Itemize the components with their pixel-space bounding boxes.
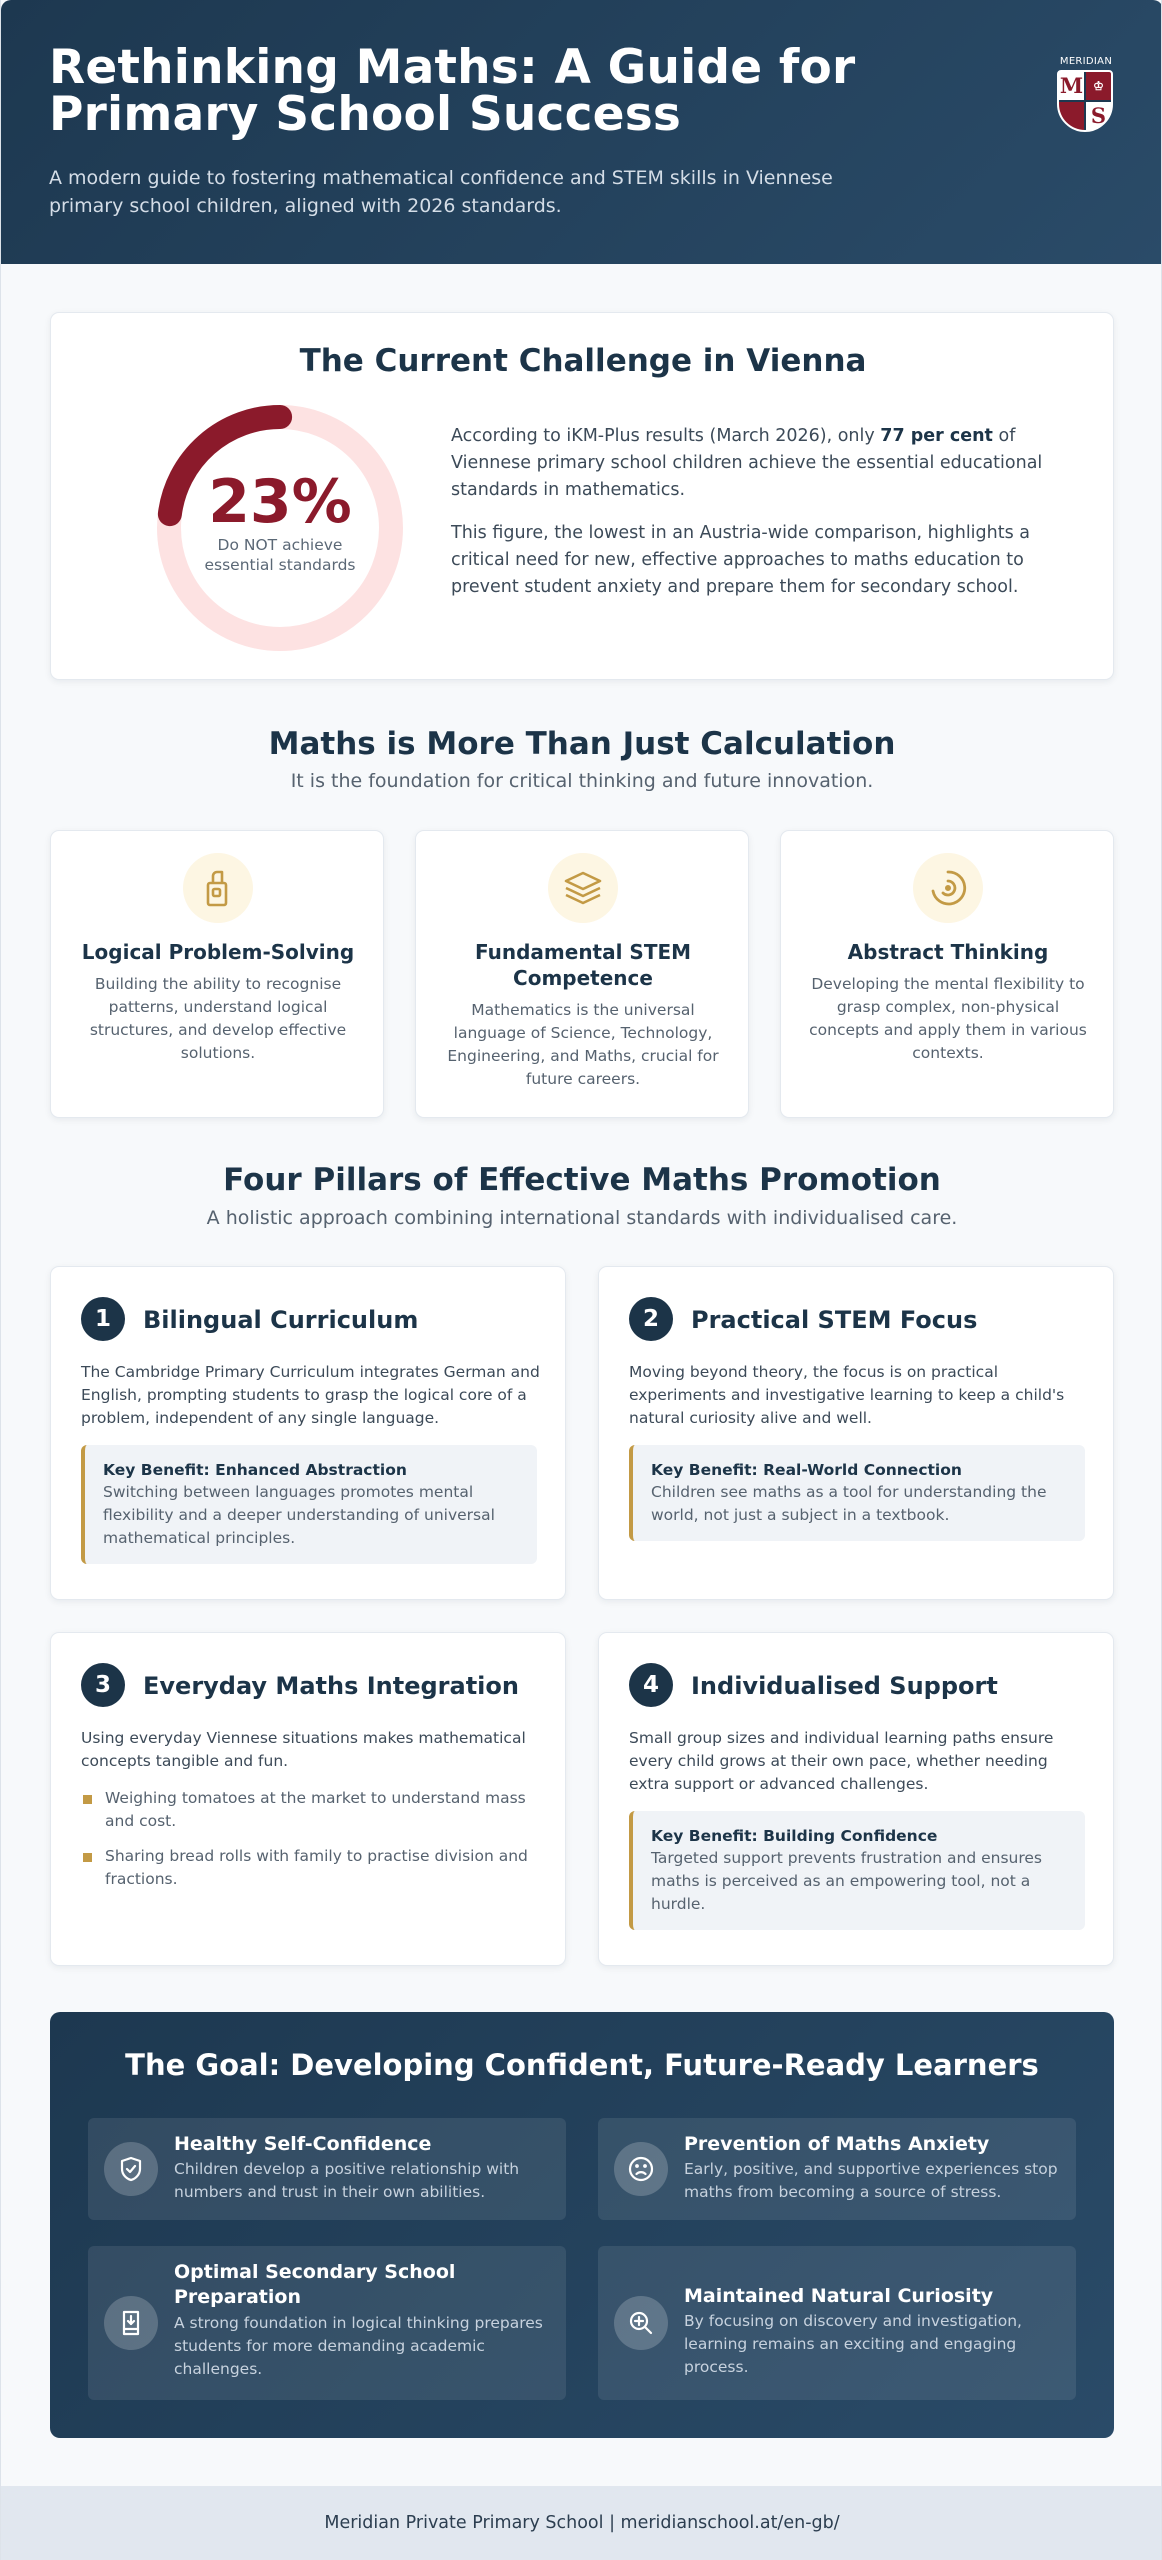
goal-item-confidence (88, 2118, 566, 2220)
pillar-number: 1 (81, 1297, 125, 1341)
benefit-text: Children see maths as a tool for understanding the world, not just a subject in a textbook. (651, 1483, 1047, 1524)
list-item: Weighing tomatoes at the market to understand mass and cost. (81, 1787, 541, 1833)
pillar-number: 3 (81, 1663, 125, 1707)
key-benefit-box (81, 1445, 537, 1564)
puzzle-piece-icon (183, 853, 253, 923)
percent-value: 23% (208, 467, 352, 537)
goal-title: The Goal: Developing Confident, Future-Ready Learners (125, 2048, 1039, 2082)
footer: Meridian Private Primary School | meridianschool.at/en-gb/ (1, 2486, 1162, 2560)
pillar-title: Individualised Support (691, 1672, 998, 1700)
pillar-body: Small group sizes and individual learning paths ensure every child grows at their own pace, whether needing extra support or advanced challenges. (629, 1729, 1054, 1793)
section-subtitle-pillars: A holistic approach combining international standards with individualised care. (206, 1207, 958, 1229)
goal-item-text: Children develop a positive relationship with numbers and trust in their own abilities. (174, 2160, 520, 2201)
list-item: Sharing bread rolls with family to practise division and fractions. (81, 1845, 541, 1891)
feature-card-abstract (780, 830, 1114, 1118)
goal-item-anxiety (598, 2118, 1076, 2220)
challenge-paragraph-2: This figure, the lowest in an Austria-wide comparison, highlights a critical need for new, effective approaches to maths education to prevent student anxiety and prepare them for secondary school. (451, 523, 1031, 597)
page-title: Rethinking Maths: A Guide for Primary School Success (49, 40, 856, 142)
feature-text: Developing the mental flexibility to grasp complex, non-physical concepts and apply them in various contexts. (809, 975, 1087, 1062)
goal-item-title: Prevention of Maths Anxiety (684, 2133, 990, 2155)
school-logo (1057, 56, 1115, 134)
feature-text: Mathematics is the universal language of Science, Technology, Engineering, and Maths, crucial for future careers. (447, 1001, 719, 1088)
section-title-more: Maths is More Than Just Calculation (268, 726, 896, 762)
magnifier-plus-icon (614, 2296, 668, 2350)
benefit-text: Targeted support prevents frustration and ensures maths is perceived as an empowering tool, not a hurdle. (651, 1849, 1042, 1913)
challenge-text (451, 423, 1061, 601)
goal-item-title: Healthy Self-Confidence (174, 2133, 432, 2155)
pillar-title: Bilingual Curriculum (143, 1306, 419, 1334)
pillar-title: Everyday Maths Integration (143, 1672, 519, 1700)
benefit-text: Switching between languages promotes mental flexibility and a deeper understanding of universal mathematical principles. (103, 1483, 495, 1547)
pillar-body: Using everyday Viennese situations makes mathematical concepts tangible and fun. (81, 1729, 526, 1770)
layers-icon (548, 853, 618, 923)
goal-item-text: A strong foundation in logical thinking prepares students for more demanding academic challenges. (174, 2314, 543, 2378)
challenge-paragraph-1: According to iKM-Plus results (March 2026), only 77 per cent of Viennese primary school children achieve the essential educational standards in mathematics. (451, 426, 1043, 500)
pillar-card-2 (598, 1266, 1114, 1600)
pillar-title: Practical STEM Focus (691, 1306, 978, 1334)
everyday-examples-list (81, 1787, 541, 1903)
feature-card-stem (415, 830, 749, 1118)
feature-title: Logical Problem-Solving (81, 940, 355, 964)
pillar-body: The Cambridge Primary Curriculum integrates German and English, prompting students to grasp the logical core of a problem, independent of any single language. (81, 1363, 540, 1427)
section-title-pillars: Four Pillars of Effective Maths Promotion (223, 1162, 941, 1198)
pillar-number: 2 (629, 1297, 673, 1341)
book-icon (104, 2296, 158, 2350)
goal-item-title: Maintained Natural Curiosity (684, 2285, 994, 2307)
feature-title: Fundamental STEM Competence (474, 940, 692, 990)
logo-wordmark: MERIDIAN (1059, 56, 1113, 67)
shield-check-icon (104, 2142, 158, 2196)
feature-text: Building the ability to recognise patterns, understand logical structures, and develop effective solutions. (89, 975, 347, 1062)
pillar-body: Moving beyond theory, the focus is on practical experiments and investigative learning to keep a child's natural curiosity alive and well. (629, 1363, 1065, 1427)
goal-item-text: Early, positive, and supportive experiences stop maths from becoming a source of stress. (684, 2160, 1058, 2201)
goal-item-text: By focusing on discovery and investigation, learning remains an exciting and engaging process. (684, 2312, 1022, 2376)
goal-item-title: Optimal Secondary School Preparation (174, 2261, 456, 2308)
spiral-icon (913, 853, 983, 923)
challenge-title: The Current Challenge in Vienna (299, 343, 867, 379)
goal-item-curiosity (598, 2246, 1076, 2400)
feature-title: Abstract Thinking (847, 940, 1049, 964)
pillar-card-3 (50, 1632, 566, 1966)
page-subtitle: A modern guide to fostering mathematical confidence and STEM skills in Viennese primary school children, aligned with 2026 standards. (49, 167, 833, 217)
section-subtitle-more: It is the foundation for critical thinking and future innovation. (290, 770, 874, 792)
pillar-card-4 (598, 1632, 1114, 1966)
pillar-card-1 (50, 1266, 566, 1600)
goal-panel (50, 2012, 1114, 2438)
feature-card-logic (50, 830, 384, 1118)
benefit-title: Key Benefit: Enhanced Abstraction (103, 1461, 407, 1479)
header-banner (1, 0, 1162, 264)
percent-caption: Do NOT achieve essential standards (204, 536, 356, 574)
logo-shield-icon: M ♔ S (1057, 70, 1113, 132)
pillar-number: 4 (629, 1663, 673, 1707)
goal-item-secondary (88, 2246, 566, 2400)
frown-face-icon (614, 2142, 668, 2196)
benefit-title: Key Benefit: Building Confidence (651, 1827, 938, 1845)
key-benefit-box (629, 1445, 1085, 1541)
key-benefit-box (629, 1811, 1085, 1930)
challenge-card (50, 312, 1114, 680)
benefit-title: Key Benefit: Real-World Connection (651, 1461, 962, 1479)
